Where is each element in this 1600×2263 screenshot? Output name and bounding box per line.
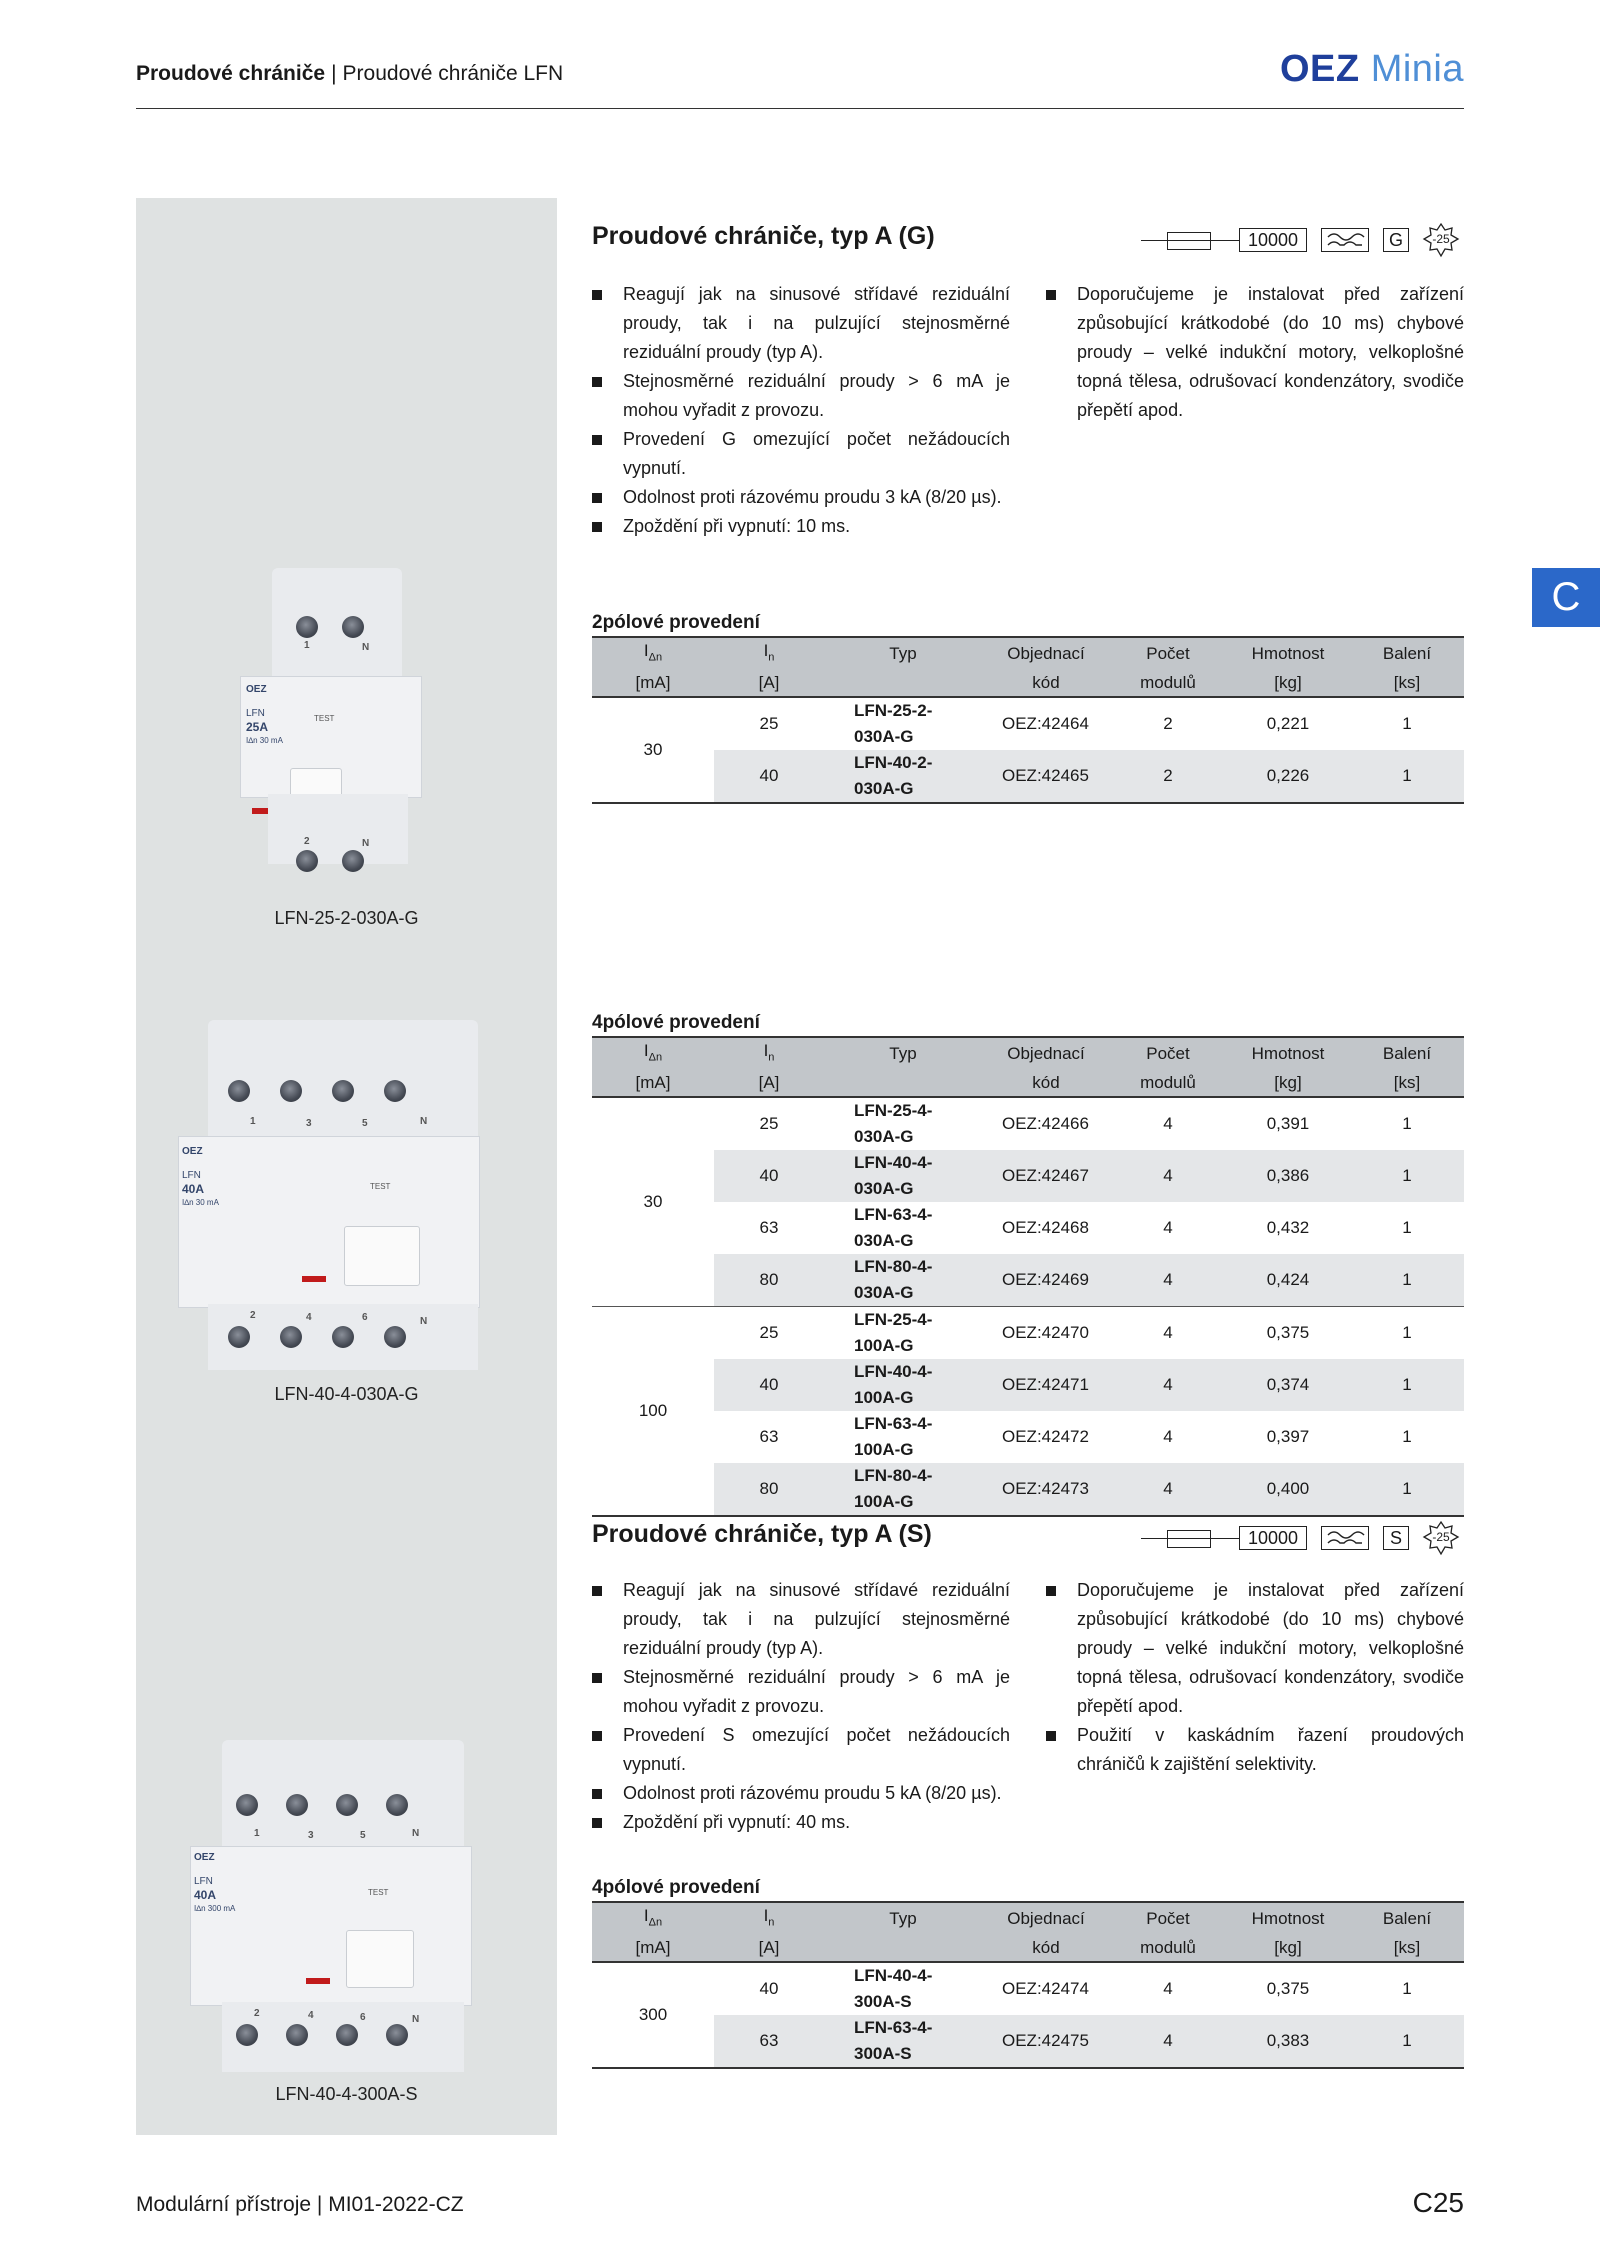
- table-row: 30 25 LFN-25-4-030A-G OEZ:42466 4 0,391 1: [592, 1097, 1464, 1150]
- chapter-tab[interactable]: C: [1532, 568, 1600, 627]
- terminal-label: N: [412, 2014, 420, 2025]
- product-image-lfn-25-2: [232, 568, 456, 888]
- footer-text: Modulární přístroje | MI01-2022-CZ: [136, 2193, 464, 2216]
- temperature-icon: [1421, 1520, 1461, 1556]
- product-image-lfn-40-4: [174, 1020, 514, 1370]
- terminal-label: 6: [362, 1312, 368, 1323]
- table-row: 40 LFN-40-4-030A-G OEZ:42467 4 0,386 1: [592, 1150, 1464, 1202]
- table-row: 63 LFN-63-4-030A-G OEZ:42468 4 0,432 1: [759, 1205, 1412, 1251]
- col-typ: Typ: [824, 637, 982, 670]
- image-caption: LFN-25-2-030A-G: [274, 908, 419, 928]
- page-header-title: [136, 62, 563, 86]
- terminal-label: 1: [250, 1116, 256, 1127]
- terminal-label: 6: [360, 2012, 366, 2023]
- class-s-symbol: S: [1383, 1526, 1409, 1550]
- device-model: LFN: [194, 1876, 213, 1887]
- image-caption: LFN-40-4-030A-G: [274, 1384, 419, 1404]
- temperature-value: -25: [1432, 1530, 1450, 1544]
- terminal-label: N: [420, 1316, 428, 1327]
- device-brand: OEZ: [182, 1146, 203, 1157]
- bullet-item: Použití v kaskádním řazení proudových chráničů k zajištění selektivity.: [1046, 1721, 1464, 1779]
- device-rating: 40A: [182, 1182, 205, 1196]
- header-separator: |: [331, 62, 337, 85]
- header-title-bold: Proudové chrániče: [136, 62, 326, 85]
- standards-symbols: [1141, 1524, 1464, 1554]
- table-row: 63 LFN-63-4-100A-G OEZ:42472 4 0,397 1: [759, 1414, 1412, 1460]
- bullet-item: Doporučujeme je instalovat před zařízení způsobující krátkodobé (do 10 ms) chybové proudy – velké indukční motory, velkoplošné topná tělesa, odrušovací kondenzátory, svodiče přepětí apod.: [1046, 1576, 1464, 1721]
- bullet-item: Reagují jak na sinusové střídavé reziduální proudy, tak i na pulzující stejnosměrné reziduální proudy (typ A).: [592, 280, 1010, 367]
- section-title-type-a-s: Proudové chrániče, typ A (S): [592, 1520, 932, 1548]
- device-rating: 40A: [194, 1888, 217, 1902]
- table-row: 40 LFN-40-4-100A-G OEZ:42471 4 0,374 1: [592, 1359, 1464, 1411]
- table-row: 100 25 LFN-25-4-100A-G OEZ:42470 4 0,375 1: [592, 1307, 1464, 1360]
- temperature-value: -25: [1432, 232, 1450, 246]
- col-hmotnost: Hmotnost: [1226, 637, 1350, 670]
- image-caption: LFN-40-4-300A-S: [275, 2084, 418, 2104]
- terminal-label: 1: [254, 1828, 260, 1839]
- table-row: 80 LFN-80-4-030A-G OEZ:42469 4 0,424 1: [592, 1254, 1464, 1307]
- spec-table-4pole-s: $I_{\Delta n}$ $I_n$ Typ Objednací Počet Hmotnost Balení [mA] [A] kód modulů [kg] [ks] 300 40 LFN-40-4-300A-S OEZ:42474 4 0,375 1 63 LFN-63-4-300A-S OEZ:42475 4 0,383 1: [592, 1901, 1464, 2069]
- terminal-label: N: [420, 1116, 428, 1127]
- ac-pulsating-icon: [1321, 1526, 1369, 1550]
- bullets-g-left: [592, 280, 1010, 541]
- table-row: 300 40 LFN-40-4-300A-S OEZ:42474 4 0,375 1: [592, 1962, 1464, 2015]
- temperature-icon: [1421, 222, 1461, 258]
- test-label: TEST: [368, 1888, 389, 1897]
- logo-oez: OEZ: [1280, 48, 1360, 90]
- terminal-label: 5: [360, 1830, 366, 1841]
- bullet-item: Stejnosměrné reziduální proudy > 6 mA je mohou vyřadit z provozu.: [592, 367, 1010, 425]
- table-row: 40 LFN-40-2-030A-G OEZ:42465 2 0,226 1: [592, 750, 1464, 803]
- breaking-capacity-symbol: 10000: [1239, 228, 1307, 252]
- test-label: TEST: [370, 1182, 391, 1191]
- terminal-label: 3: [306, 1118, 312, 1129]
- terminal-label: N: [412, 1828, 420, 1839]
- header-title-regular: Proudové chrániče LFN: [342, 62, 564, 85]
- oez-minia-logo: [1280, 48, 1464, 91]
- col-pocet: Počet: [1110, 637, 1226, 670]
- terminal-label: 4: [308, 2010, 314, 2021]
- terminal-label: N: [362, 642, 370, 653]
- terminal-label: 3: [308, 1830, 314, 1841]
- bullet-item: Odolnost proti rázovému proudu 3 kA (8/20 µs).: [592, 483, 1010, 512]
- table-row: 30 25 LFN-25-2-030A-G OEZ:42464 2 0,221 1: [592, 697, 1464, 750]
- terminal-label: 2: [304, 836, 310, 847]
- device-sensitivity: I∆n 30 mA: [182, 1198, 219, 1207]
- terminal-label: 2: [254, 2008, 260, 2019]
- bullet-item: Zpoždění při vypnutí: 10 ms.: [592, 512, 1010, 541]
- bullets-g-right: [1046, 280, 1464, 425]
- col-baleni: Balení: [1350, 637, 1464, 670]
- bullet-item: Stejnosměrné reziduální proudy > 6 mA je mohou vyřadit z provozu.: [592, 1663, 1010, 1721]
- breaking-capacity-symbol: 10000: [1239, 1526, 1307, 1550]
- device-sensitivity: I∆n 30 mA: [246, 736, 283, 745]
- device-model: LFN: [246, 708, 265, 719]
- table-title-2pole: 2pólové provedení: [592, 612, 760, 633]
- device-rating: 25A: [246, 720, 269, 734]
- terminal-label: N: [362, 838, 370, 849]
- page-number: C25: [1412, 2187, 1464, 2218]
- bullet-item: Zpoždění při vypnutí: 40 ms.: [592, 1808, 1010, 1837]
- header-rule: [136, 108, 1464, 109]
- terminal-label: 2: [250, 1310, 256, 1321]
- terminal-label: 4: [306, 1312, 312, 1323]
- col-idn: $I_{\Delta n}$: [592, 637, 714, 670]
- bullet-item: Doporučujeme je instalovat před zařízení způsobující krátkodobé (do 10 ms) chybové proudy – velké indukční motory, velkoplošné topná tělesa, odrušovací kondenzátory, svodiče přepětí apod.: [1046, 280, 1464, 425]
- spec-table-4pole-g: $I_{\Delta n}$ $I_n$ Typ Objednací Počet Hmotnost Balení [mA] [A] kód modulů [kg] [ks] 30 25 LFN-25-4-030A-G OEZ:42466 4 0,391 1 40 LFN-40-4-030A-G OEZ:42467 4 0,386 1 63 LFN-63-4-030A-G OEZ:42468 4 0,432 1 80 LFN-80-4-030A-G OEZ:42469 4 0,424 1 100 25 LFN-25-4-100A-G OEZ:42470 4 0,375 1 40 LFN-40-4-100A-G OEZ:42471 4 0,374 1 63 LFN-63-4-100A-G OEZ:42472 4 0,397 1 80 LFN-80-4-100A-G OEZ:42473 4 0,400 1: [592, 1036, 1464, 1517]
- fuse-icon: [1167, 1530, 1211, 1548]
- bullets-s-right: [1046, 1576, 1464, 1779]
- device-brand: OEZ: [246, 684, 267, 695]
- device-model: LFN: [182, 1170, 201, 1181]
- device-sensitivity: I∆n 300 mA: [194, 1904, 236, 1913]
- bullet-item: Provedení S omezující počet nežádoucích vypnutí.: [592, 1721, 1010, 1779]
- fuse-icon: [1167, 232, 1211, 250]
- device-brand: OEZ: [194, 1852, 215, 1863]
- col-in: $I_n$: [714, 637, 824, 670]
- bullet-item: Odolnost proti rázovému proudu 5 kA (8/20 µs).: [592, 1779, 1010, 1808]
- terminal-label: 5: [362, 1118, 368, 1129]
- product-image-lfn-40-4-s: [190, 1740, 494, 2080]
- section-title-type-a-g: Proudové chrániče, typ A (G): [592, 222, 935, 250]
- col-objednaci: Objednací: [982, 637, 1110, 670]
- bullet-item: Provedení G omezující počet nežádoucích vypnutí.: [592, 425, 1010, 483]
- terminal-label: 1: [304, 640, 310, 651]
- class-g-symbol: G: [1383, 228, 1409, 252]
- standards-symbols: [1141, 226, 1464, 256]
- table-row: 80 LFN-80-4-100A-G OEZ:42473 4 0,400 1: [592, 1463, 1464, 1516]
- test-label: TEST: [314, 714, 335, 723]
- bullet-item: Reagují jak na sinusové střídavé reziduální proudy, tak i na pulzující stejnosměrné reziduální proudy (typ A).: [592, 1576, 1010, 1663]
- bullets-s-left: [592, 1576, 1010, 1837]
- table-title-4pole-g: 4pólové provedení: [592, 1012, 760, 1033]
- table-row: 63 LFN-63-4-300A-S OEZ:42475 4 0,383 1: [592, 2015, 1464, 2068]
- logo-minia: Minia: [1370, 48, 1464, 90]
- spec-table-2pole: $I_{\Delta n}$ $I_n$ Typ Objednací Počet Hmotnost Balení [mA] [A] kód modulů [kg] [ks] 30 25 LFN-25-2-030A-G OEZ:42464 2 0,221 1 40 LFN-40-2-030A-G OEZ:42465 2 0,226 1: [592, 636, 1464, 804]
- table-title-4pole-s: 4pólové provedení: [592, 1877, 760, 1898]
- ac-pulsating-icon: [1321, 228, 1369, 252]
